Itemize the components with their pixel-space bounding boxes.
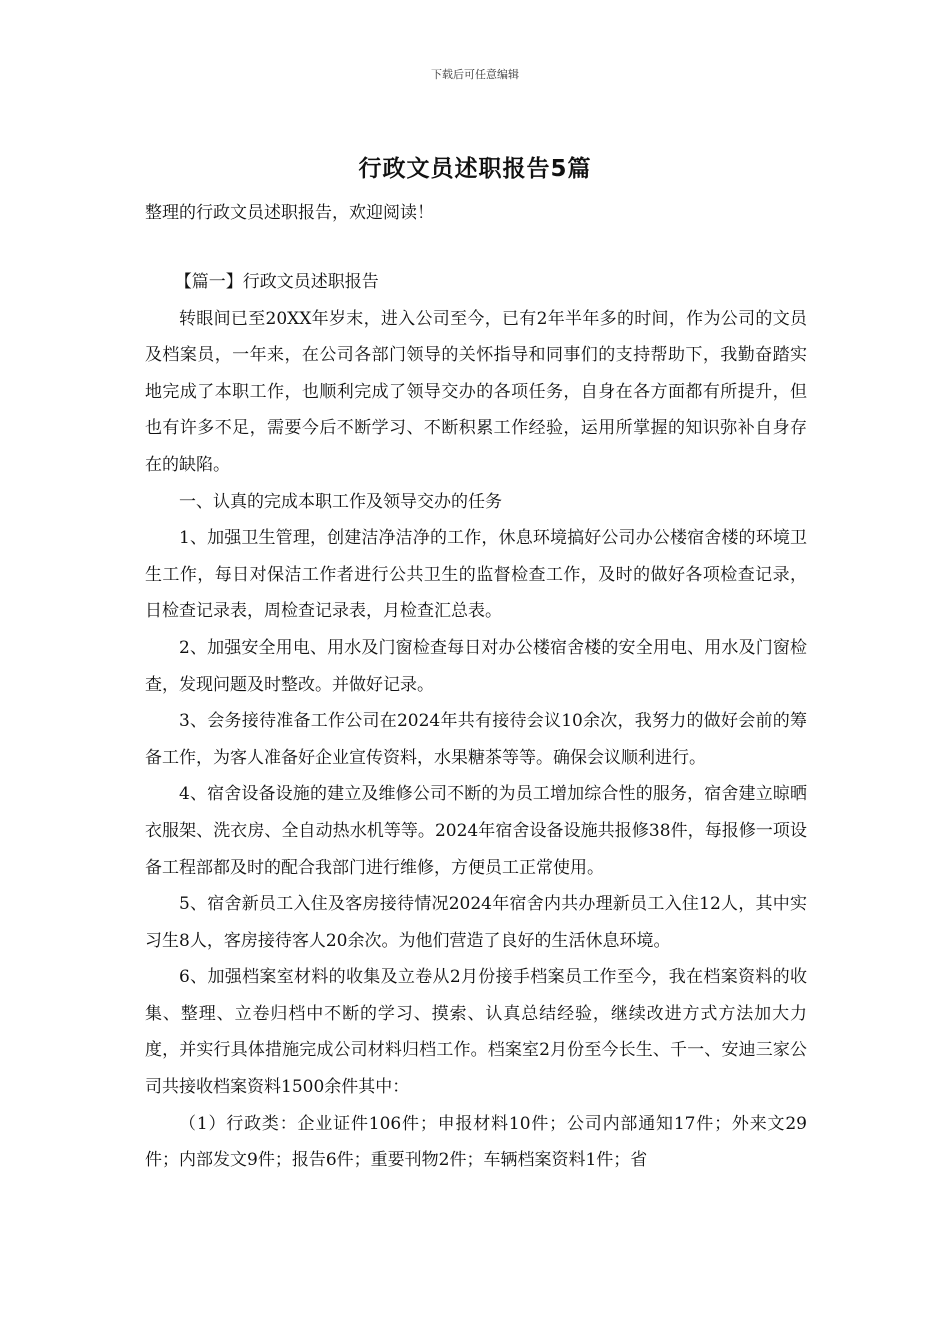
intro-line: 整理的行政文员述职报告，欢迎阅读！: [145, 203, 434, 223]
paragraph-item-6: 6、加强档案室材料的收集及立卷从2月份接手档案员工作至今，我在档案资料的收集、整理、立卷归档中不断的学习、摸索、认真总结经验，继续改进方式方法加大力度，并实行具体措施完成公司材料归档工作。档案室2月份至今长生、千一、安迪三家公司共接收档案资料1500余件其中：: [145, 967, 807, 1098]
paragraph-item-2: 2、加强安全用电、用水及门窗检查每日对办公楼宿舍楼的安全用电、用水及门窗检查，发现问题及时整改。并做好记录。: [145, 637, 807, 695]
document-body: [145, 264, 807, 1179]
paragraph-item-1: 1、加强卫生管理，创建洁净洁净的工作，休息环境搞好公司办公楼宿舍楼的环境卫生工作，每日对保洁工作者进行公共卫生的监督检查工作，及时的做好各项检查记录，日检查记录表，周检查记录表，月检查汇总表。: [145, 528, 807, 622]
document-title: 行政文员述职报告5篇: [358, 156, 592, 182]
section-heading-part-one: 【篇一】行政文员述职报告: [174, 272, 379, 292]
subheading-duties: 一、认真的完成本职工作及领导交办的任务: [179, 491, 502, 512]
paragraph-item-5: 5、宿舍新员工入住及客房接待情况2024年宿舍内共办理新员工入住12人，其中实习生8人，客房接待客人20余次。为他们营造了良好的生活休息环境。: [145, 894, 807, 951]
paragraph-opening: 转眼间已至20XX年岁末，进入公司至今，已有2年半年多的时间，作为公司的文员及档案员，一年来，在公司各部门领导的关怀指导和同事们的支持帮助下，我勤奋踏实地完成了本职工作，也顺利完成了领导交办的各项任务，自身在各方面都有所提升，但也有许多不足，需要今后不断学习、不断积累工作经验，运用所掌握的知识弥补自身存在的缺陷。: [145, 308, 807, 475]
header-note: 下载后可任意编辑: [431, 68, 519, 81]
paragraph-item-4: 4、宿舍设备设施的建立及维修公司不断的为员工增加综合性的服务，宿舍建立晾晒衣服架、洗衣房、全自动热水机等等。2024年宿舍设备设施共报修38件，每报修一项设备工程部都及时的配合我部门进行维修，方便员工正常使用。: [145, 784, 807, 878]
paragraph-item-3: 3、会务接待准备工作公司在2024年共有接待会议10余次，我努力的做好会前的筹备工作，为客人准备好企业宣传资料，水果糖茶等等。确保会议顺利进行。: [145, 711, 807, 768]
paragraph-subitem-1: （1）行政类：企业证件106件；申报材料10件；公司内部通知17件；外来文29件；内部发文9件；报告6件；重要刊物2件；车辆档案资料1件；省: [145, 1113, 807, 1171]
